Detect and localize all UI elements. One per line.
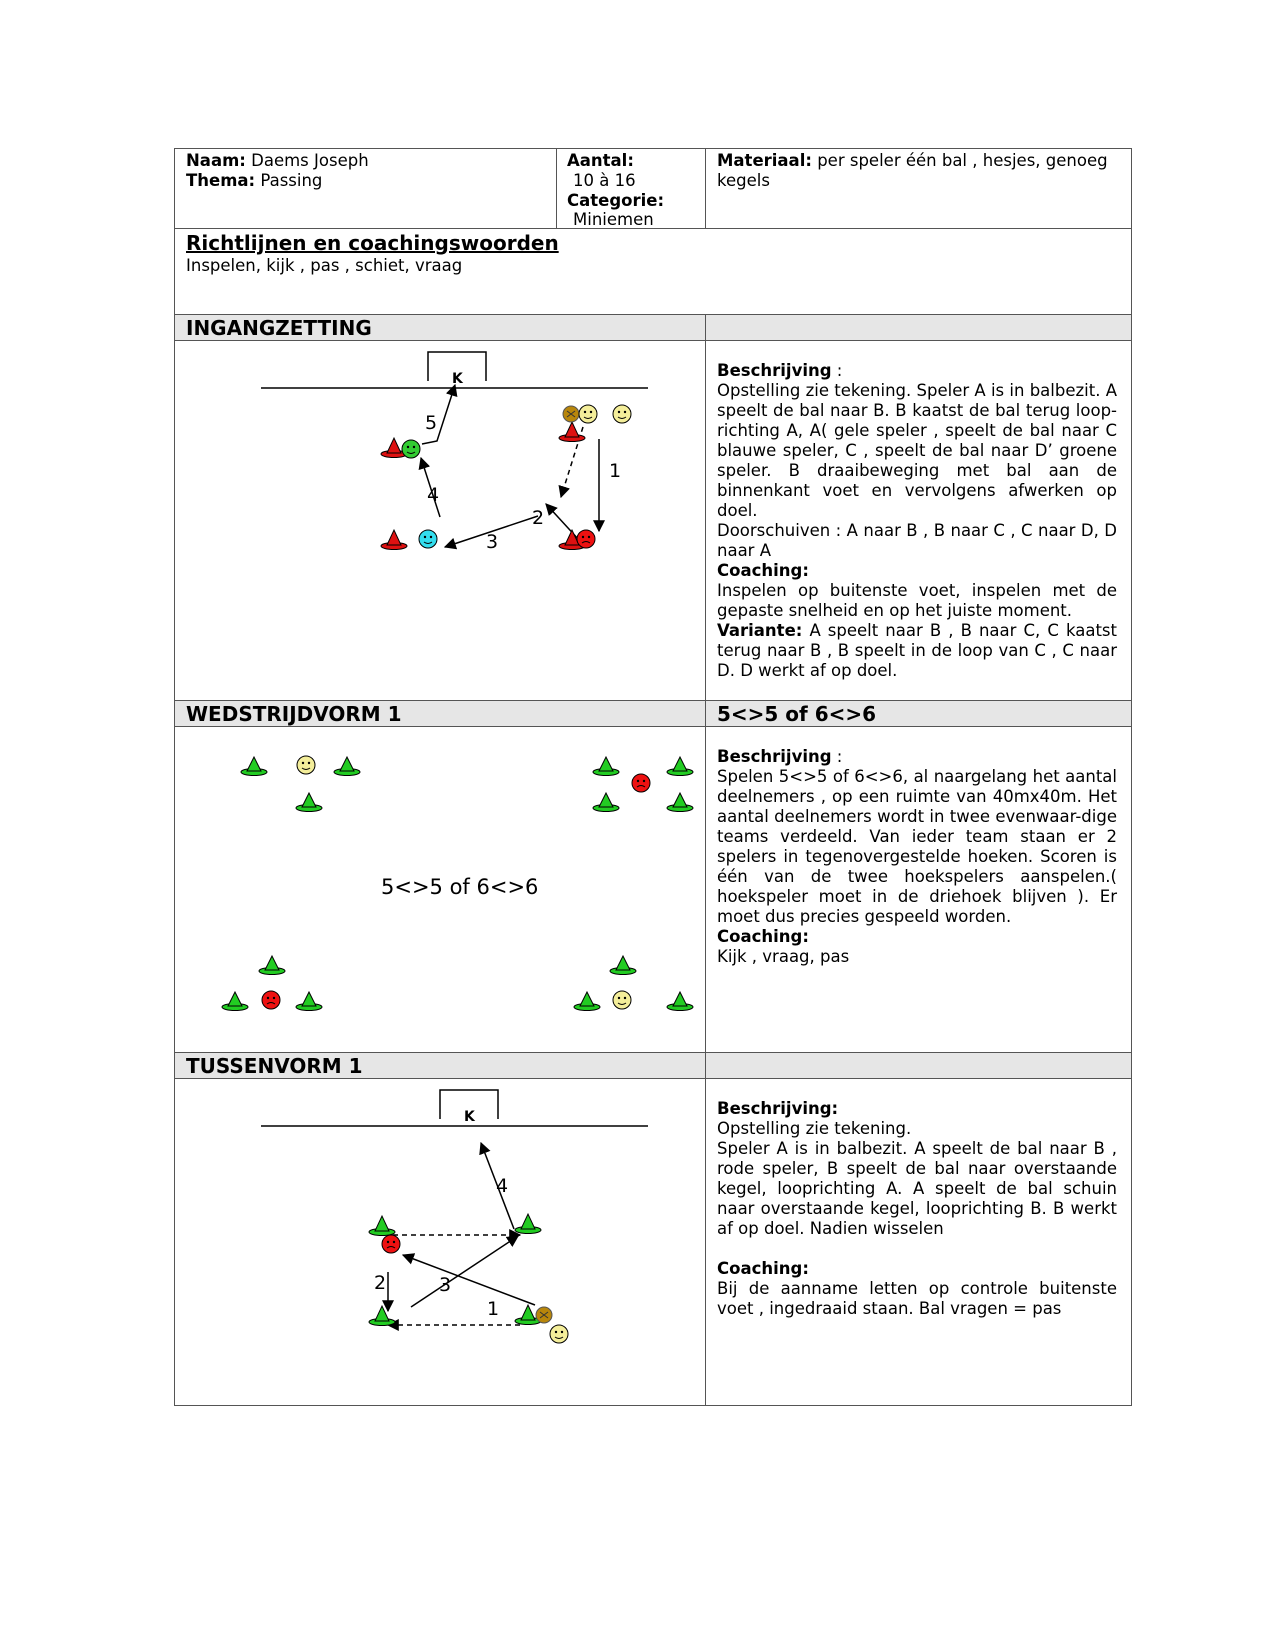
ball-icon <box>563 406 579 422</box>
aantal-value: 10 à 16 <box>573 171 636 190</box>
description-wedstrijdvorm-cell <box>705 726 1132 1053</box>
diagram-tussenvorm-cell <box>174 1078 706 1406</box>
cone-green <box>241 757 267 776</box>
beschrijving-text: Spelen 5<>5 of 6<>6, al naargelang het aantal deelnemers , op een ruimte van 40mx40m. Het aantal deelnemers wordt in twee evenwaar-dige teams verdeeld. Van ieder team staan er 2 spelers in tegenovergestelde hoeken. Scoren is één van de twee hoekspelers aanspelen.( hoekspeler moet in de driehoek blijven ). Er moet dus precies gespeeld worden. <box>717 767 1117 926</box>
goal-label: K <box>452 371 463 387</box>
goal-label: K <box>464 1109 475 1125</box>
player-green <box>402 440 420 458</box>
coaching-label: Coaching: <box>717 561 809 580</box>
description-tussenvorm-cell <box>705 1078 1132 1406</box>
player-blue <box>419 530 437 548</box>
categorie-label: Categorie: <box>567 191 665 210</box>
arrow-label-4: 4 <box>427 484 440 506</box>
coaching-text: Kijk , vraag, pas <box>717 947 850 966</box>
richtlijnen-title: Richtlijnen en coachingswoorden <box>186 231 559 255</box>
cone-green <box>369 1306 395 1326</box>
arrow-1 <box>403 1255 535 1305</box>
beschrijving-suffix: : <box>831 747 843 766</box>
categorie-value: Miniemen <box>573 210 654 229</box>
aantal-label: Aantal: <box>567 151 634 170</box>
player-red <box>632 774 650 792</box>
beschrijving-text: Opstelling zie tekening. Speler A is in balbezit. A speelt de bal naar B. B kaatst de bal terug loop-richting A, A( gele speler , speelt de bal naar C blauwe speler, C , speelt de bal naar D’ groene speler. B draaibeweging met bal aan de binnenkant voet en vervolgens afwerken op doel. <box>717 381 1117 520</box>
cone-green <box>369 1216 395 1236</box>
beschrijving-label: Beschrijving <box>717 361 832 380</box>
info-naam-thema-cell <box>174 148 557 229</box>
naam-label: Naam: <box>186 151 246 170</box>
cone-green <box>593 757 619 776</box>
cone-green <box>610 956 636 975</box>
player-red <box>577 530 595 548</box>
player-yellow <box>579 405 597 423</box>
richtlijnen-cell <box>174 228 1132 315</box>
description-ingangzetting-cell <box>705 340 1132 701</box>
cone-green <box>296 992 322 1011</box>
player-yellow <box>297 756 315 774</box>
section-header-ingangzetting: INGANGZETTING <box>174 314 706 341</box>
arrow-label-4: 4 <box>496 1175 509 1197</box>
coaching-text: Inspelen op buitenste voet, inspelen met de gepaste snelheid en op het juiste moment. <box>717 581 1117 620</box>
beschrijving-suffix: : <box>831 361 843 380</box>
section-header-tussenvorm-right <box>705 1052 1132 1079</box>
cone-green <box>515 1214 541 1234</box>
naam-value: Daems Joseph <box>251 151 369 170</box>
arrow-label-2: 2 <box>532 507 545 529</box>
cone-green <box>574 992 600 1011</box>
richtlijnen-text: Inspelen, kijk , pas , schiet, vraag <box>186 256 463 275</box>
cone-green <box>222 992 248 1011</box>
thema-value: Passing <box>260 171 323 190</box>
player-red <box>262 991 280 1009</box>
ball-icon <box>536 1307 552 1323</box>
player-red <box>382 1235 400 1253</box>
coaching-label: Coaching: <box>717 1259 809 1278</box>
variante-text: A speelt naar B , B naar C, C kaatst terug naar B , B speelt in de loop van C , C naar D. D werkt af op doel. <box>717 621 1117 680</box>
variante-label: Variante: <box>717 621 803 640</box>
info-aantal-cell <box>556 148 706 229</box>
diagram-wedstrijdvorm <box>175 727 705 1052</box>
section-header-tussenvorm: TUSSENVORM 1 <box>174 1052 706 1079</box>
arrow-label-3: 3 <box>486 531 499 553</box>
beschrijving-text-2: Speler A is in balbezit. A speelt de bal naar B , rode speler, B speelt de bal naar overstaande kegel, looprichting A. A speelt de bal schuin naar overstaande kegel, looprichting B. B werkt af op doel. Nadien wisselen <box>717 1139 1117 1238</box>
thema-label: Thema: <box>186 171 256 190</box>
materiaal-value: per speler één bal , hesjes, genoeg kegels <box>717 151 1108 190</box>
arrow-label-1: 1 <box>487 1298 500 1320</box>
player-yellow <box>550 1325 568 1343</box>
beschrijving-text: Opstelling zie tekening. <box>717 1119 912 1138</box>
cone-red <box>381 530 407 550</box>
arrow-label-3: 3 <box>439 1274 452 1296</box>
section-header-wedstrijdvorm-right: 5<>5 of 6<>6 <box>705 700 1132 727</box>
center-text: 5<>5 of 6<>6 <box>381 875 539 899</box>
arrow-label-2: 2 <box>374 1272 387 1294</box>
cone-green <box>593 793 619 812</box>
cone-red <box>559 422 585 442</box>
beschrijving-label: Beschrijving: <box>717 1099 839 1118</box>
exercise-sheet <box>174 148 1132 1406</box>
arrow-label-5: 5 <box>425 412 438 434</box>
diagram-ingangzetting <box>175 341 705 700</box>
beschrijving-label: Beschrijving <box>717 747 832 766</box>
cone-green <box>667 992 693 1011</box>
diagram-ingangzetting-cell <box>174 340 706 701</box>
doorschuiven-text: Doorschuiven : A naar B , B naar C , C naar D, D naar A <box>717 521 1117 560</box>
arrow-label-1: 1 <box>609 460 622 482</box>
section-header-wedstrijdvorm: WEDSTRIJDVORM 1 <box>174 700 706 727</box>
coaching-text: Bij de aanname letten op controle buitenste voet , ingedraaid staan. Bal vragen = pas <box>717 1279 1117 1318</box>
player-yellow <box>613 405 631 423</box>
cone-green <box>259 956 285 975</box>
info-materiaal-cell <box>705 148 1132 229</box>
cone-green <box>667 757 693 776</box>
cone-green <box>334 757 360 776</box>
arrow-3 <box>411 1236 518 1307</box>
cone-green <box>667 793 693 812</box>
coaching-label: Coaching: <box>717 927 809 946</box>
diagram-tussenvorm <box>175 1079 705 1405</box>
cone-green <box>296 793 322 812</box>
materiaal-label: Materiaal: <box>717 151 812 170</box>
diagram-wedstrijdvorm-cell <box>174 726 706 1053</box>
section-header-ingangzetting-right <box>705 314 1132 341</box>
player-yellow <box>613 991 631 1009</box>
